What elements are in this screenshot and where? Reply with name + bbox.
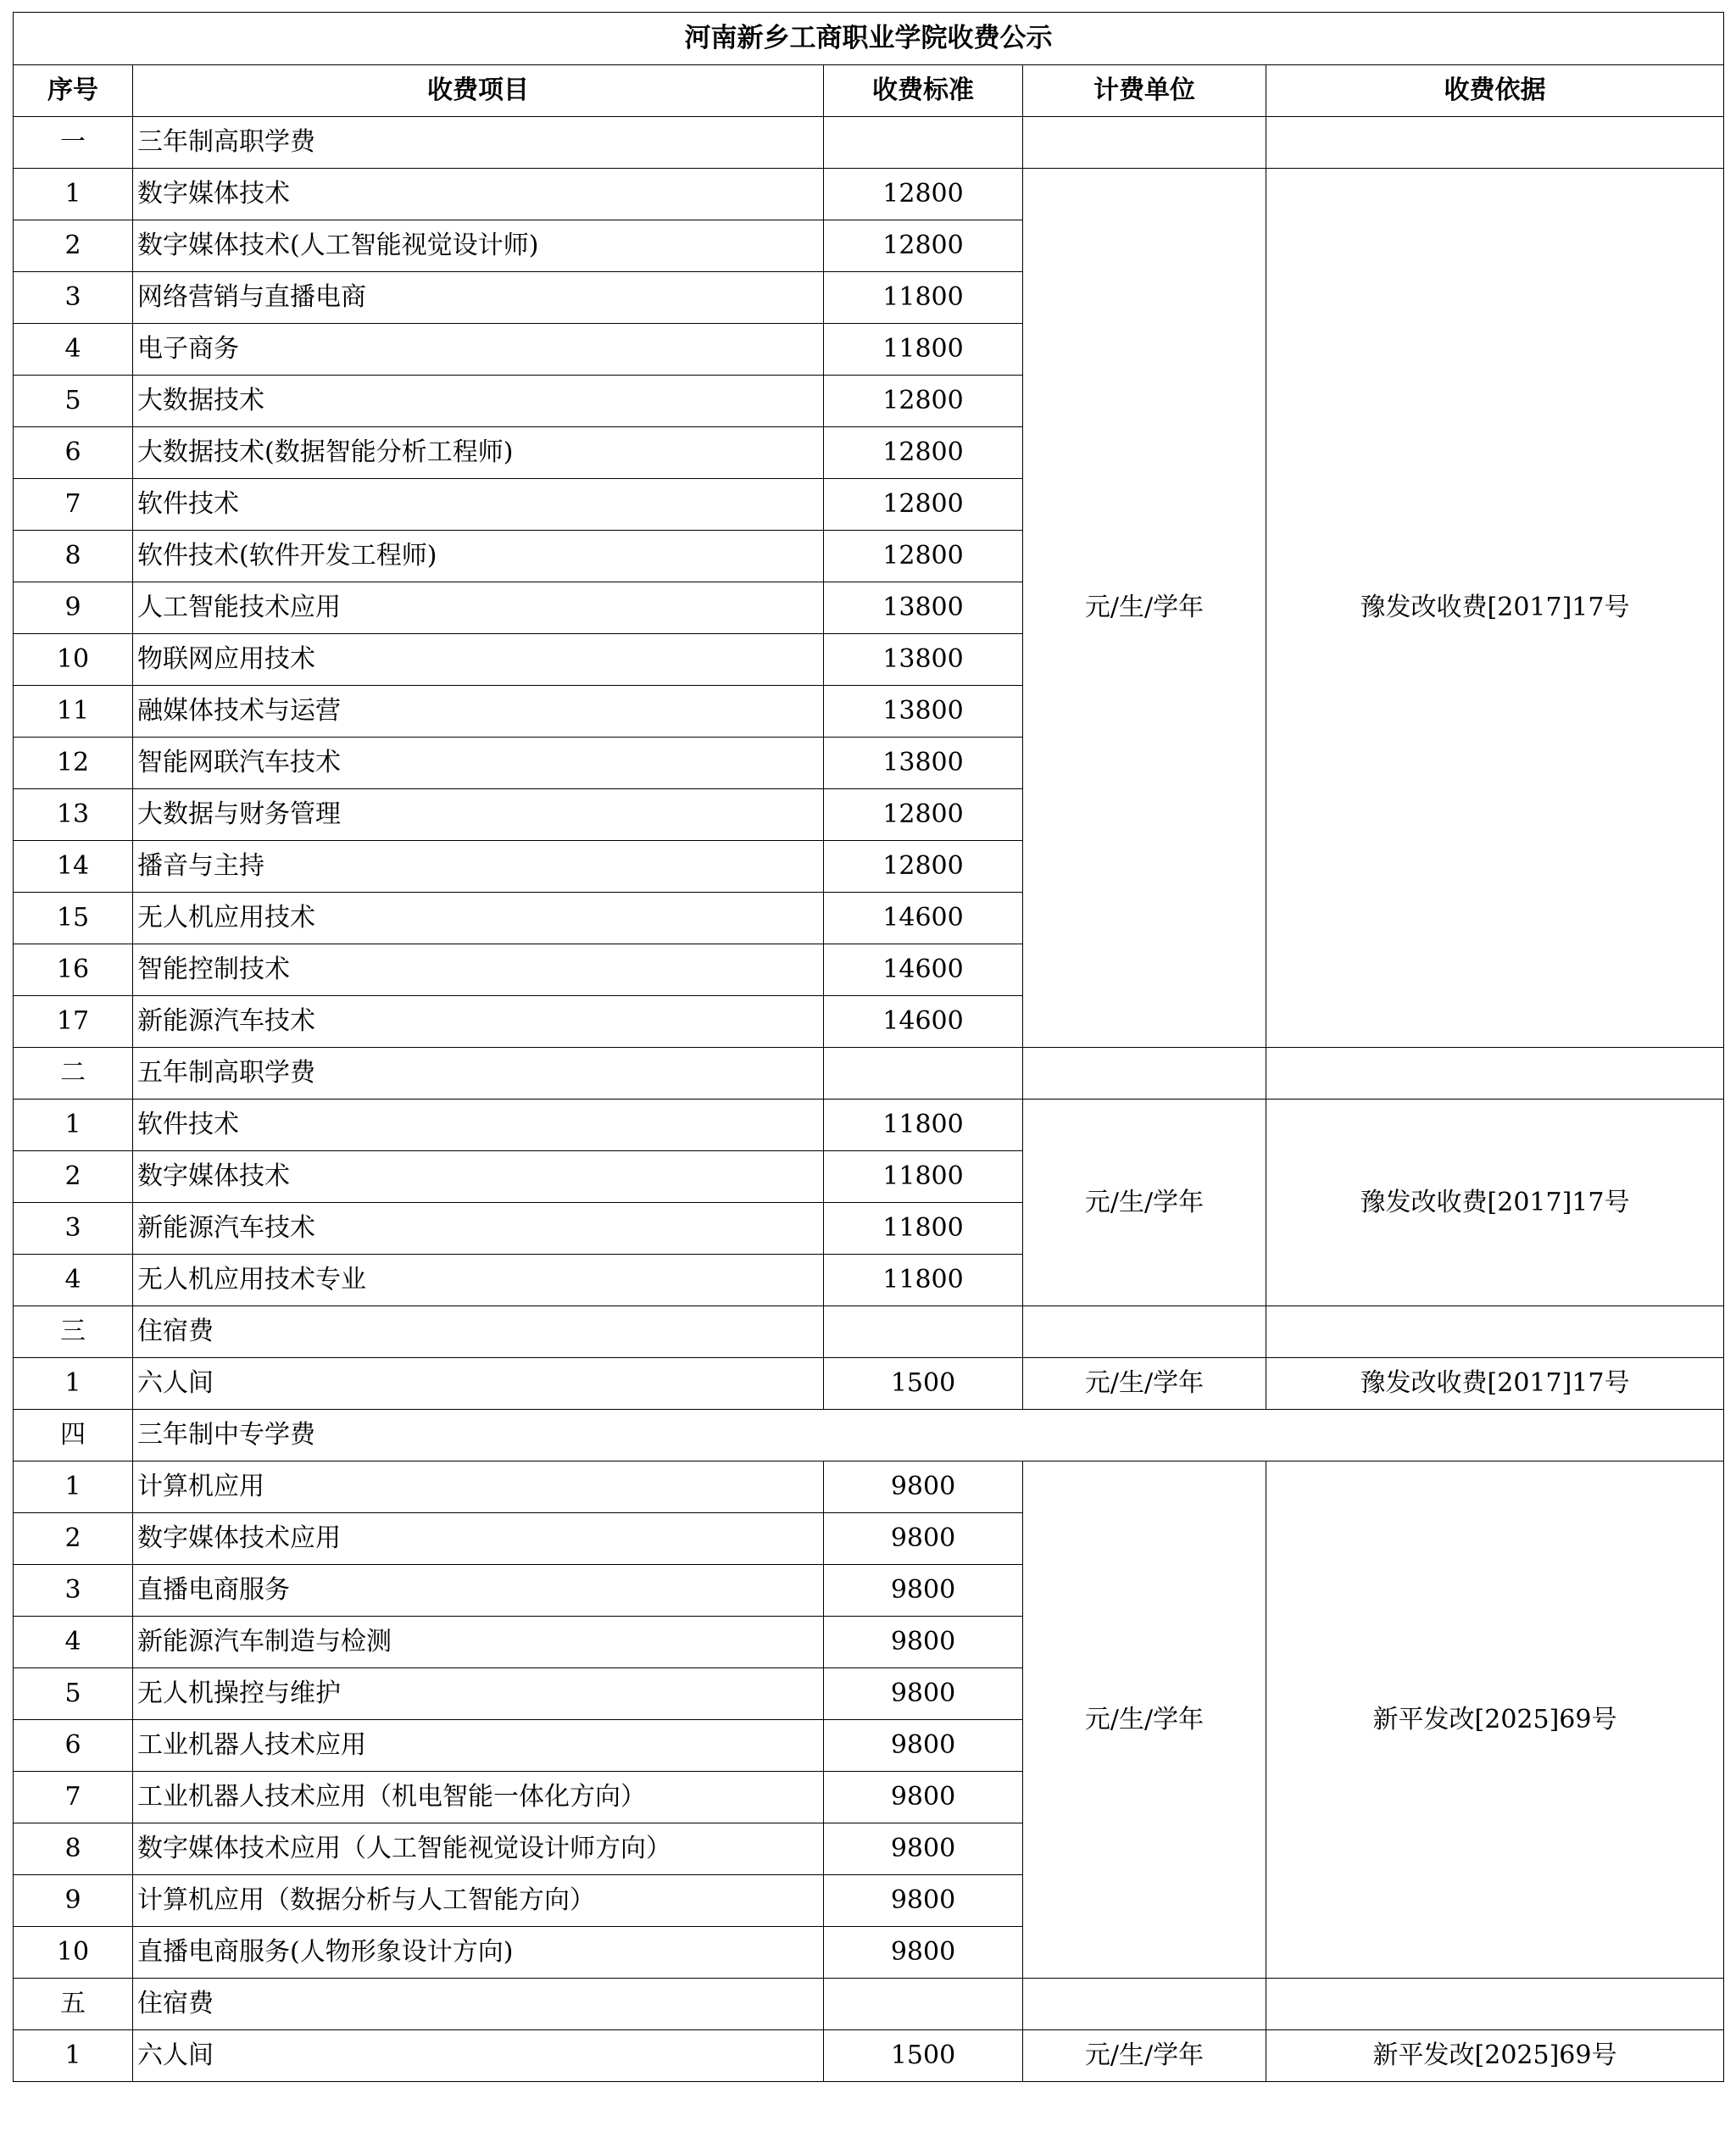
row-number: 6 [14,1720,133,1772]
empty-cell [1266,1048,1724,1100]
row-standard: 9800 [824,1513,1023,1565]
row-standard: 11800 [824,1255,1023,1306]
row-item: 新能源汽车技术 [133,1203,824,1255]
empty-cell [1023,1979,1266,2030]
row-number: 10 [14,1927,133,1979]
row-number: 10 [14,634,133,686]
row-number: 4 [14,1255,133,1306]
row-number: 15 [14,893,133,944]
section-number: 四 [14,1410,133,1461]
empty-cell [824,117,1023,169]
row-standard: 9800 [824,1461,1023,1513]
row-basis: 豫发改收费[2017]17号 [1266,169,1724,1048]
fee-table [13,12,1724,2082]
row-standard: 14600 [824,996,1023,1048]
row-standard: 11800 [824,1203,1023,1255]
row-item: 网络营销与直播电商 [133,272,824,324]
section-number: 二 [14,1048,133,1100]
row-standard: 11800 [824,1151,1023,1203]
row-standard: 12800 [824,376,1023,427]
row-standard: 12800 [824,479,1023,531]
empty-cell [1023,1048,1266,1100]
row-standard: 14600 [824,944,1023,996]
row-standard: 12800 [824,427,1023,479]
row-number: 16 [14,944,133,996]
row-standard: 11800 [824,272,1023,324]
row-item: 数字媒体技术 [133,169,824,220]
section-title: 三年制高职学费 [133,117,824,169]
empty-cell [824,1979,1023,2030]
row-number: 9 [14,582,133,634]
section-row [14,117,1724,169]
empty-cell [1266,117,1724,169]
row-standard: 14600 [824,893,1023,944]
row-basis: 新平发改[2025]69号 [1266,2030,1724,2082]
row-number: 3 [14,1203,133,1255]
row-standard: 12800 [824,789,1023,841]
row-item: 数字媒体技术应用 [133,1513,824,1565]
row-item: 无人机应用技术专业 [133,1255,824,1306]
row-item: 计算机应用 [133,1461,824,1513]
row-number: 3 [14,1565,133,1617]
row-standard: 13800 [824,634,1023,686]
header-standard: 收费标准 [824,65,1023,117]
row-basis: 新平发改[2025]69号 [1266,1461,1724,1979]
section-row [14,1306,1724,1358]
row-item: 数字媒体技术(人工智能视觉设计师) [133,220,824,272]
row-item: 数字媒体技术 [133,1151,824,1203]
row-number: 2 [14,1513,133,1565]
table-row [14,2030,1724,2082]
row-item: 计算机应用（数据分析与人工智能方向） [133,1875,824,1927]
row-item: 人工智能技术应用 [133,582,824,634]
row-number: 14 [14,841,133,893]
row-number: 5 [14,1668,133,1720]
row-standard: 13800 [824,582,1023,634]
row-number: 7 [14,479,133,531]
row-item: 智能控制技术 [133,944,824,996]
section-title: 三年制中专学费 [133,1410,1724,1461]
row-standard: 1500 [824,2030,1023,2082]
row-number: 4 [14,1617,133,1668]
section-number: 一 [14,117,133,169]
empty-cell [1266,1306,1724,1358]
row-unit: 元/生/学年 [1023,1461,1266,1979]
row-item: 直播电商服务(人物形象设计方向) [133,1927,824,1979]
row-item: 电子商务 [133,324,824,376]
row-standard: 9800 [824,1875,1023,1927]
row-item: 无人机操控与维护 [133,1668,824,1720]
row-number: 3 [14,272,133,324]
empty-cell [1023,117,1266,169]
row-number: 6 [14,427,133,479]
row-standard: 13800 [824,738,1023,789]
row-item: 大数据技术(数据智能分析工程师) [133,427,824,479]
row-standard: 12800 [824,169,1023,220]
section-title: 住宿费 [133,1306,824,1358]
row-standard: 9800 [824,1668,1023,1720]
row-unit: 元/生/学年 [1023,2030,1266,2082]
row-item: 大数据与财务管理 [133,789,824,841]
row-standard: 9800 [824,1772,1023,1823]
row-item: 新能源汽车技术 [133,996,824,1048]
row-number: 2 [14,220,133,272]
row-number: 17 [14,996,133,1048]
row-number: 11 [14,686,133,738]
row-item: 软件技术 [133,1100,824,1151]
row-standard: 9800 [824,1617,1023,1668]
header-row [14,65,1724,117]
header-unit: 计费单位 [1023,65,1266,117]
row-item: 新能源汽车制造与检测 [133,1617,824,1668]
row-standard: 9800 [824,1565,1023,1617]
empty-cell [824,1306,1023,1358]
table-row [14,169,1724,220]
row-item: 直播电商服务 [133,1565,824,1617]
table-row [14,1461,1724,1513]
row-item: 播音与主持 [133,841,824,893]
row-item: 融媒体技术与运营 [133,686,824,738]
row-item: 大数据技术 [133,376,824,427]
empty-cell [1266,1979,1724,2030]
row-item: 六人间 [133,2030,824,2082]
row-item: 六人间 [133,1358,824,1410]
page-title: 河南新乡工商职业学院收费公示 [14,13,1724,65]
row-standard: 9800 [824,1823,1023,1875]
row-number: 13 [14,789,133,841]
table-row [14,1100,1724,1151]
row-basis: 豫发改收费[2017]17号 [1266,1358,1724,1410]
row-standard: 12800 [824,841,1023,893]
row-standard: 13800 [824,686,1023,738]
row-item: 工业机器人技术应用（机电智能一体化方向） [133,1772,824,1823]
row-item: 工业机器人技术应用 [133,1720,824,1772]
row-number: 7 [14,1772,133,1823]
row-standard: 11800 [824,324,1023,376]
row-unit: 元/生/学年 [1023,1100,1266,1306]
section-row [14,1979,1724,2030]
header-no: 序号 [14,65,133,117]
row-item: 软件技术 [133,479,824,531]
section-title: 五年制高职学费 [133,1048,824,1100]
row-item: 物联网应用技术 [133,634,824,686]
row-basis: 豫发改收费[2017]17号 [1266,1100,1724,1306]
row-number: 1 [14,169,133,220]
row-number: 8 [14,1823,133,1875]
row-number: 12 [14,738,133,789]
header-basis: 收费依据 [1266,65,1724,117]
row-number: 5 [14,376,133,427]
row-item: 无人机应用技术 [133,893,824,944]
row-number: 4 [14,324,133,376]
row-number: 2 [14,1151,133,1203]
row-standard: 9800 [824,1927,1023,1979]
row-number: 9 [14,1875,133,1927]
row-number: 1 [14,2030,133,2082]
section-title: 住宿费 [133,1979,824,2030]
row-standard: 9800 [824,1720,1023,1772]
row-standard: 1500 [824,1358,1023,1410]
empty-cell [1023,1306,1266,1358]
section-number: 三 [14,1306,133,1358]
row-item: 软件技术(软件开发工程师) [133,531,824,582]
section-row [14,1410,1724,1461]
header-item: 收费项目 [133,65,824,117]
row-standard: 12800 [824,220,1023,272]
section-row [14,1048,1724,1100]
row-standard: 12800 [824,531,1023,582]
title-row [14,13,1724,65]
section-number: 五 [14,1979,133,2030]
row-standard: 11800 [824,1100,1023,1151]
row-number: 8 [14,531,133,582]
table-row [14,1358,1724,1410]
row-number: 1 [14,1358,133,1410]
row-number: 1 [14,1461,133,1513]
row-item: 数字媒体技术应用（人工智能视觉设计师方向） [133,1823,824,1875]
row-number: 1 [14,1100,133,1151]
row-unit: 元/生/学年 [1023,169,1266,1048]
empty-cell [824,1048,1023,1100]
row-item: 智能网联汽车技术 [133,738,824,789]
row-unit: 元/生/学年 [1023,1358,1266,1410]
